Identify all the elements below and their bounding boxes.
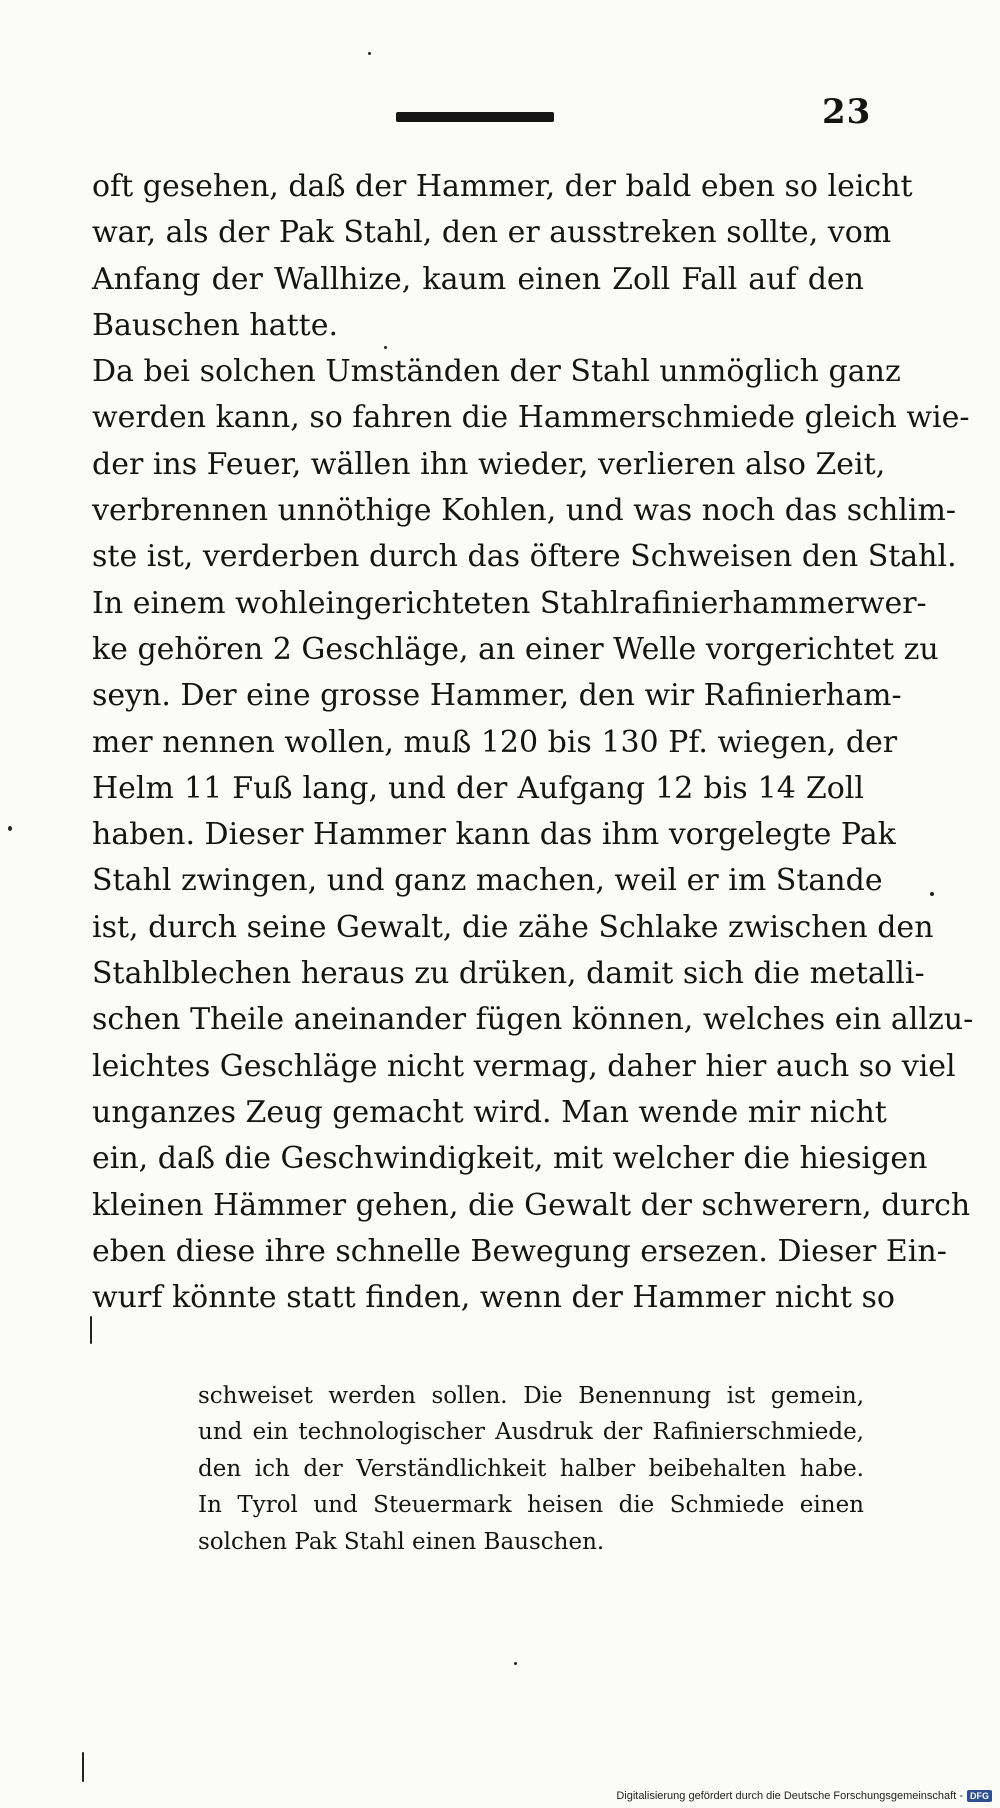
text-line: der ins Feuer, wällen ihn wieder, verlieren also Zeit, bbox=[92, 446, 886, 482]
text-line: haben. Dieser Hammer kann das ihm vorgelegte Pak bbox=[92, 817, 896, 853]
text-line: ein, daß die Geschwindigkeit, mit welcher die hiesigen bbox=[92, 1141, 928, 1177]
footnote-line: und ein technologischer Ausdruk der Rafinierschmiede, bbox=[198, 1419, 864, 1446]
scan-speck bbox=[930, 892, 934, 896]
text-line: mer nennen wollen, muß 120 bis 130 Pf. wiegen, der bbox=[92, 724, 898, 760]
text-line: Stahlblechen heraus zu drüken, damit sich die metalli- bbox=[92, 956, 925, 992]
text-line: ke gehören 2 Geschläge, an einer Welle vorgerichtet zu bbox=[92, 631, 939, 667]
text-line: In einem wohleingerichteten Stahlrafinierhammerwer- bbox=[92, 585, 927, 621]
footnote bbox=[198, 1378, 864, 1560]
text-line: ste ist, verderben durch das öftere Schweisen den Stahl. bbox=[92, 539, 957, 575]
text-line: leichtes Geschläge nicht vermag, daher hier auch so viel bbox=[92, 1048, 956, 1084]
footnote-line: solchen Pak Stahl einen Bauschen. bbox=[198, 1528, 605, 1555]
scan-speck bbox=[90, 1316, 92, 1344]
digitization-credit bbox=[616, 1790, 992, 1802]
text-line: kleinen Hämmer gehen, die Gewalt der schwerern, durch bbox=[92, 1187, 971, 1223]
text-line: war, als der Pak Stahl, den er ausstreken sollte, vom bbox=[92, 215, 892, 251]
scan-speck bbox=[514, 1662, 517, 1665]
scan-speck bbox=[384, 346, 387, 349]
footnote-line: In Tyrol und Steuermark heisen die Schmiede einen bbox=[198, 1492, 864, 1519]
text-line: Stahl zwingen, und ganz machen, weil er im Stande bbox=[92, 863, 883, 899]
text-line: Da bei solchen Umständen der Stahl unmöglich ganz bbox=[92, 354, 901, 390]
text-line: schen Theile aneinander fügen können, welches ein allzu- bbox=[92, 1002, 974, 1038]
scan-speck bbox=[368, 52, 371, 55]
text-line: Anfang der Wallhize, kaum einen Zoll Fall auf den bbox=[92, 261, 864, 297]
text-line: unganzes Zeug gemacht wird. Man wende mir nicht bbox=[92, 1094, 887, 1130]
text-line: wurf könnte statt finden, wenn der Hammer nicht so bbox=[92, 1280, 895, 1316]
footnote-line: schweiset werden sollen. Die Benennung ist gemein, bbox=[198, 1383, 864, 1409]
text-line: seyn. Der eine grosse Hammer, den wir Rafinierham- bbox=[92, 678, 902, 714]
text-line: eben diese ihre schnelle Bewegung ersezen. Dieser Ein- bbox=[92, 1233, 947, 1269]
text-line: ist, durch seine Gewalt, die zähe Schlake zwischen den bbox=[92, 909, 934, 945]
body-text bbox=[92, 164, 974, 1321]
scan-speck bbox=[82, 1752, 84, 1782]
credit-text: Digitalisierung gefördert durch die Deutsche Forschungsgemeinschaft - bbox=[616, 1790, 963, 1802]
text-line: oft gesehen, daß der Hammer, der bald eben so leicht bbox=[92, 169, 913, 204]
footnote-line: den ich der Verständlichkeit halber beibehalten habe. bbox=[198, 1455, 864, 1482]
text-line: Helm 11 Fuß lang, und der Aufgang 12 bis 14 Zoll bbox=[92, 770, 864, 806]
text-line: verbrennen unnöthige Kohlen, und was noch das schlim- bbox=[92, 493, 957, 529]
header-rule bbox=[396, 112, 554, 122]
scan-speck bbox=[8, 826, 12, 831]
text-line: Bauschen hatte. bbox=[92, 307, 338, 343]
dfg-logo: DFG bbox=[967, 1790, 992, 1802]
text-line: werden kann, so fahren die Hammerschmiede gleich wie- bbox=[92, 400, 970, 436]
page-number: 23 bbox=[822, 92, 872, 132]
